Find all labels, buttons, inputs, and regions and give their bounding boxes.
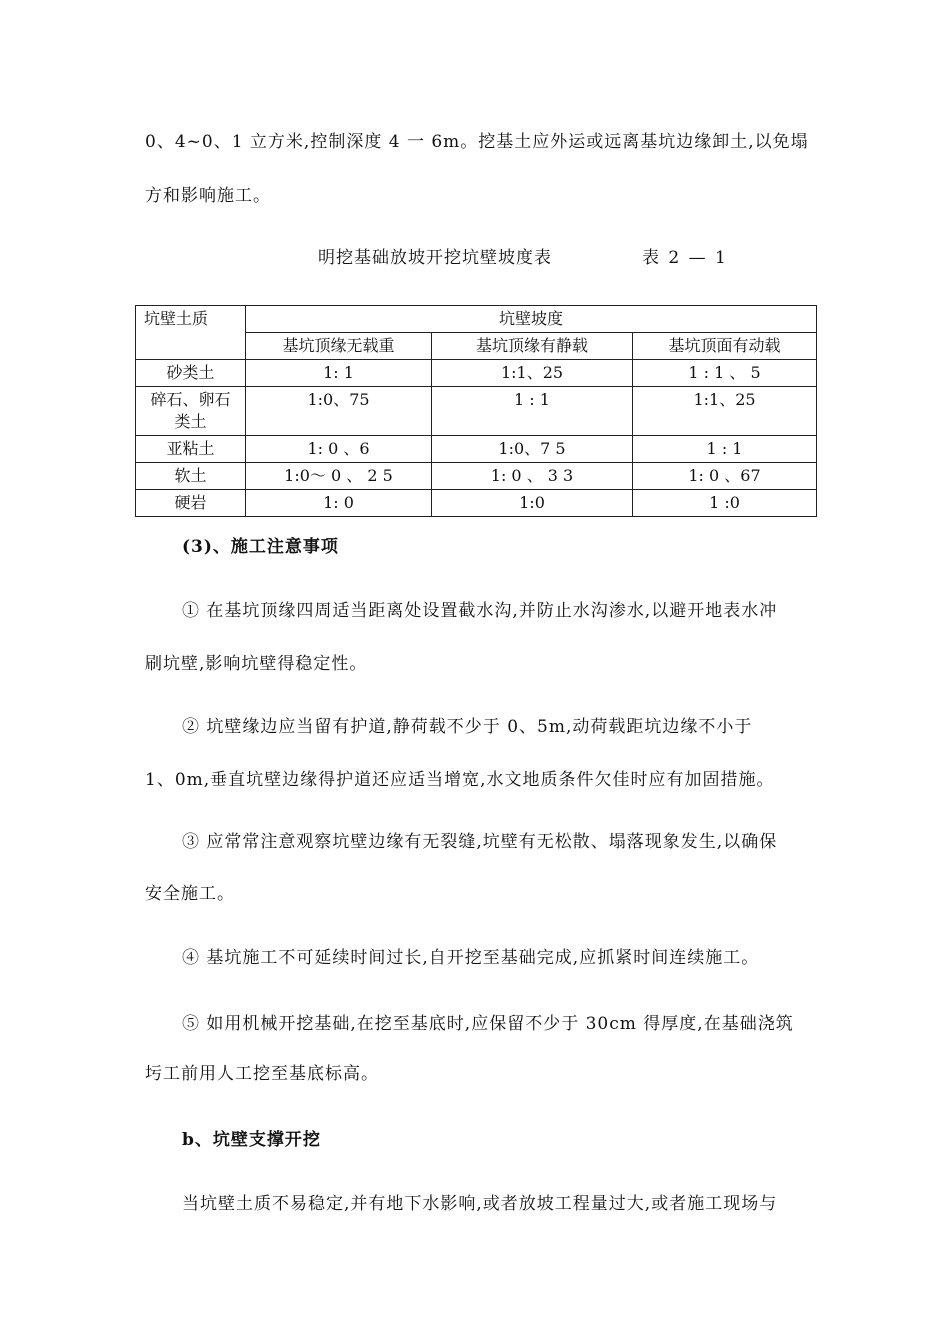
slope-table xyxy=(135,305,817,517)
soil-cell: 亚粘土 xyxy=(136,436,246,463)
paragraph-line: ⑤ 如用机械开挖基础,在挖至基底时,应保留不少于 30cm 得厚度,在基础浇筑 xyxy=(182,1014,794,1034)
value-cell: 1 : 1 xyxy=(633,436,817,463)
value-cell: 1: 1 xyxy=(246,360,432,387)
paragraph-line: ① 在基坑顶缘四周适当距离处设置截水沟,并防止水沟渗水,以避开地表水冲 xyxy=(182,601,778,621)
paragraph-line: ③ 应常常注意观察坑壁边缘有无裂缝,坑壁有无松散、塌落现象发生,以确保 xyxy=(182,832,778,852)
table-row xyxy=(136,463,817,490)
paragraph-line: 0、4~0、1 立方米,控制深度 4 一 6m。挖基土应外运或远离基坑边缘卸土,以免塌 xyxy=(145,132,809,152)
subheader: 基坑顶缘有静载 xyxy=(432,333,633,360)
paragraph-line: 方和影响施工。 xyxy=(145,186,271,206)
value-cell: 1:0、75 xyxy=(246,387,432,436)
value-cell: 1:1、25 xyxy=(633,387,817,436)
value-cell: 1 :0 xyxy=(633,490,817,517)
paragraph-line: 安全施工。 xyxy=(145,884,235,904)
value-cell: 1: 0 、67 xyxy=(633,463,817,490)
value-cell: 1: 0 、 3 3 xyxy=(432,463,633,490)
header-soil: 坑壁土质 xyxy=(136,306,246,360)
subheader: 基坑顶缘无载重 xyxy=(246,333,432,360)
table-caption: 明挖基础放坡开挖坑壁坡度表 xyxy=(318,248,552,268)
value-cell: 1:0、7 5 xyxy=(432,436,633,463)
paragraph-line: ④ 基坑施工不可延续时间过长,自开挖至基础完成,应抓紧时间连续施工。 xyxy=(182,948,760,968)
table-row xyxy=(136,490,817,517)
value-cell: 1:0～ 0 、 2 5 xyxy=(246,463,432,490)
subheader: 基坑顶面有动载 xyxy=(633,333,817,360)
paragraph-line: ② 坑壁缘边应当留有护道,静荷载不少于 0、5m,动荷载距坑边缘不小于 xyxy=(182,717,753,737)
section-heading: b、坑壁支撑开挖 xyxy=(182,1130,321,1150)
soil-cell: 软土 xyxy=(136,463,246,490)
paragraph-line: 1、0m,垂直坑壁边缘得护道还应适当增宽,水文地质条件欠佳时应有加固措施。 xyxy=(145,770,775,790)
table-row xyxy=(136,387,817,436)
header-slope: 坑壁坡度 xyxy=(246,306,817,333)
table-row xyxy=(136,360,817,387)
soil-cell: 碎石、卵石类土 xyxy=(136,387,246,436)
soil-cell: 硬岩 xyxy=(136,490,246,517)
paragraph-line: 当坑壁土质不易稳定,并有地下水影响,或者放坡工程量过大,或者施工现场与 xyxy=(182,1194,778,1214)
value-cell: 1 : 1 、 5 xyxy=(633,360,817,387)
value-cell: 1: 0 、6 xyxy=(246,436,432,463)
soil-cell: 砂类土 xyxy=(136,360,246,387)
paragraph-line: 圬工前用人工挖至基底标高。 xyxy=(145,1064,379,1084)
value-cell: 1 : 1 xyxy=(432,387,633,436)
paragraph-line: 刷坑壁,影响坑壁得稳定性。 xyxy=(145,654,368,674)
value-cell: 1: 0 xyxy=(246,490,432,517)
table-number: 表 2 — 1 xyxy=(642,248,728,268)
value-cell: 1:1、25 xyxy=(432,360,633,387)
table-row xyxy=(136,436,817,463)
section-heading: (3)、施工注意事项 xyxy=(182,537,339,557)
value-cell: 1:0 xyxy=(432,490,633,517)
